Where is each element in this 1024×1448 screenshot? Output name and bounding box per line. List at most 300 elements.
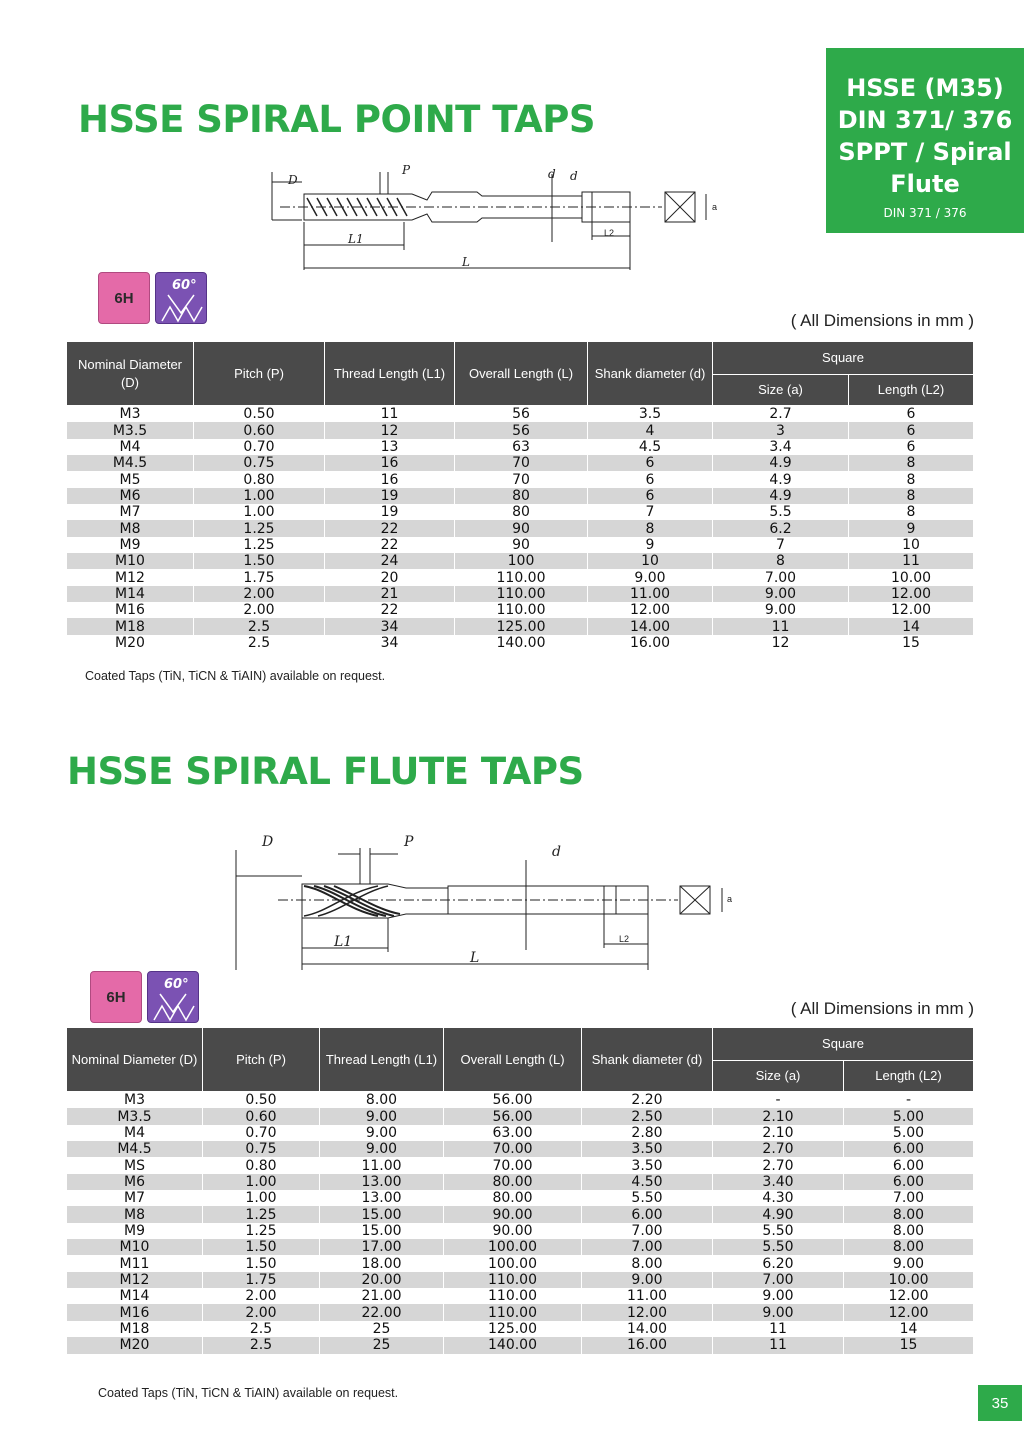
cell-thread-length: 21.00 — [320, 1288, 444, 1304]
cell-shank-diameter: 6 — [588, 455, 713, 471]
cell-shank-diameter: 16.00 — [582, 1337, 713, 1353]
cell-overall-length: 90 — [455, 537, 588, 553]
cell-square-size: 7.00 — [713, 569, 849, 585]
cell-thread-length: 8.00 — [320, 1092, 444, 1109]
cell-shank-diameter: 12.00 — [582, 1304, 713, 1320]
table-row — [67, 537, 974, 553]
cell-nominal-diameter: M14 — [67, 586, 194, 602]
table-row — [67, 553, 974, 569]
cell-shank-diameter: 4.50 — [582, 1174, 713, 1190]
cell-square-length: 9.00 — [844, 1255, 974, 1271]
cell-thread-length: 34 — [325, 618, 455, 634]
spiral-point-table-body — [67, 406, 974, 652]
cell-nominal-diameter: MS — [67, 1157, 203, 1173]
cell-square-size: 4.9 — [713, 488, 849, 504]
table-row — [67, 488, 974, 504]
cell-thread-length: 20.00 — [320, 1272, 444, 1288]
cell-overall-length: 80.00 — [444, 1190, 582, 1206]
cell-thread-length: 24 — [325, 553, 455, 569]
cell-square-size: 4.9 — [713, 455, 849, 471]
table-row — [67, 422, 974, 438]
cell-thread-length: 9.00 — [320, 1108, 444, 1124]
table-row — [67, 471, 974, 487]
cell-overall-length: 80 — [455, 488, 588, 504]
cell-shank-diameter: 2.50 — [582, 1108, 713, 1124]
cell-nominal-diameter: M12 — [67, 569, 194, 585]
spiral-point-spec-table — [66, 341, 974, 651]
cell-thread-length: 12 — [325, 422, 455, 438]
cell-pitch: 0.70 — [194, 439, 325, 455]
cell-pitch: 1.25 — [194, 537, 325, 553]
cell-overall-length: 63.00 — [444, 1125, 582, 1141]
cell-square-length: 15 — [844, 1337, 974, 1353]
diagram-label-L1: L1 — [348, 232, 364, 246]
cell-nominal-diameter: M9 — [67, 537, 194, 553]
cell-overall-length: 56 — [455, 422, 588, 438]
cell-shank-diameter: 2.80 — [582, 1125, 713, 1141]
cell-shank-diameter: 6.00 — [582, 1206, 713, 1222]
table-row — [67, 1190, 974, 1206]
cell-shank-diameter: 6 — [588, 488, 713, 504]
cell-overall-length: 80.00 — [444, 1174, 582, 1190]
cell-thread-length: 25 — [320, 1337, 444, 1353]
cell-shank-diameter: 10 — [588, 553, 713, 569]
cell-nominal-diameter: M6 — [67, 1174, 203, 1190]
cell-square-length: 8.00 — [844, 1223, 974, 1239]
cell-square-length: 5.00 — [844, 1125, 974, 1141]
cell-nominal-diameter: M20 — [67, 635, 194, 651]
cell-thread-length: 11 — [325, 406, 455, 423]
col-shank-diameter: Shank diameter (d) — [588, 342, 713, 406]
col-nominal-diameter: Nominal Diameter (D) — [67, 342, 194, 406]
table-row — [67, 635, 974, 651]
table-row — [67, 1108, 974, 1124]
thread-angle-60-icon — [155, 272, 207, 324]
table-row — [67, 1272, 974, 1288]
cell-square-size: 11 — [713, 618, 849, 634]
cell-overall-length: 63 — [455, 439, 588, 455]
cell-square-size: 9.00 — [713, 602, 849, 618]
diagram-label-d2: d — [570, 169, 578, 183]
cell-square-length: 8 — [849, 488, 974, 504]
cell-shank-diameter: 11.00 — [588, 586, 713, 602]
cell-pitch: 1.25 — [203, 1206, 320, 1222]
cell-square-length: 14 — [844, 1321, 974, 1337]
cell-thread-length: 34 — [325, 635, 455, 651]
table-row — [67, 1157, 974, 1173]
cell-overall-length: 100 — [455, 553, 588, 569]
cell-thread-length: 20 — [325, 569, 455, 585]
coating-note: Coated Taps (TiN, TiCN & TiAIN) available on request. — [85, 669, 386, 683]
cell-overall-length: 125.00 — [444, 1321, 582, 1337]
spiral-flute-table-body — [67, 1092, 974, 1354]
cell-thread-length: 13.00 — [320, 1190, 444, 1206]
cell-thread-length: 22.00 — [320, 1304, 444, 1320]
cell-shank-diameter: 8.00 — [582, 1255, 713, 1271]
col-shank-diameter: Shank diameter (d) — [582, 1028, 713, 1092]
cell-thread-length: 13 — [325, 439, 455, 455]
cell-square-size: 6.20 — [713, 1255, 844, 1271]
cell-pitch: 1.50 — [203, 1255, 320, 1271]
cell-square-size: 2.70 — [713, 1157, 844, 1173]
cell-shank-diameter: 4.5 — [588, 439, 713, 455]
diagram-label-d1: d — [548, 167, 556, 181]
cell-overall-length: 125.00 — [455, 618, 588, 634]
cell-pitch: 2.00 — [194, 586, 325, 602]
cell-pitch: 2.5 — [203, 1337, 320, 1353]
cell-pitch: 1.00 — [203, 1174, 320, 1190]
spiral-point-taps-title: HSSE SPIRAL POINT TAPS — [78, 98, 596, 141]
diagram-label-D: D — [288, 173, 298, 187]
cell-pitch: 2.00 — [194, 602, 325, 618]
cell-square-length: 5.00 — [844, 1108, 974, 1124]
cell-thread-length: 19 — [325, 504, 455, 520]
cell-nominal-diameter: M7 — [67, 504, 194, 520]
cell-shank-diameter: 4 — [588, 422, 713, 438]
cell-nominal-diameter: M11 — [67, 1255, 203, 1271]
cell-nominal-diameter: M6 — [67, 488, 194, 504]
cell-shank-diameter: 12.00 — [588, 602, 713, 618]
cell-square-length: 8 — [849, 455, 974, 471]
cell-shank-diameter: 8 — [588, 520, 713, 536]
cell-nominal-diameter: M3 — [67, 1092, 203, 1109]
cell-pitch: 1.00 — [194, 504, 325, 520]
cell-square-length: 10.00 — [844, 1272, 974, 1288]
cell-thread-length: 9.00 — [320, 1125, 444, 1141]
cell-pitch: 1.25 — [203, 1223, 320, 1239]
cell-square-length: 8 — [849, 471, 974, 487]
cell-nominal-diameter: M4 — [67, 1125, 203, 1141]
cell-overall-length: 90 — [455, 520, 588, 536]
cell-square-length: 10 — [849, 537, 974, 553]
cell-overall-length: 70.00 — [444, 1141, 582, 1157]
cell-nominal-diameter: M4.5 — [67, 1141, 203, 1157]
cell-pitch: 2.00 — [203, 1304, 320, 1320]
col-square: Square — [713, 342, 974, 375]
cell-overall-length: 70 — [455, 455, 588, 471]
cell-nominal-diameter: M20 — [67, 1337, 203, 1353]
cell-pitch: 1.00 — [194, 488, 325, 504]
cell-nominal-diameter: M16 — [67, 602, 194, 618]
cell-pitch: 0.70 — [203, 1125, 320, 1141]
dimensions-note: ( All Dimensions in mm ) — [790, 311, 974, 330]
cell-thread-length: 9.00 — [320, 1141, 444, 1157]
spiral-flute-taps-title: HSSE SPIRAL FLUTE TAPS — [67, 750, 584, 793]
cell-thread-length: 13.00 — [320, 1174, 444, 1190]
angle-badge-label: 60° — [164, 977, 189, 992]
cell-overall-length: 56.00 — [444, 1108, 582, 1124]
cell-nominal-diameter: M10 — [67, 1239, 203, 1255]
cell-square-length: 12.00 — [844, 1304, 974, 1320]
category-line-1: HSSE (M35) — [846, 74, 1004, 102]
table-row — [67, 1092, 974, 1109]
cell-overall-length: 70 — [455, 471, 588, 487]
cell-thread-length: 19 — [325, 488, 455, 504]
cell-overall-length: 70.00 — [444, 1157, 582, 1173]
diagram-label-L2: L2 — [604, 228, 615, 238]
cell-shank-diameter: 14.00 — [588, 618, 713, 634]
table-row — [67, 1206, 974, 1222]
cell-thread-length: 22 — [325, 602, 455, 618]
cell-square-size: 9.00 — [713, 586, 849, 602]
cell-thread-length: 18.00 — [320, 1255, 444, 1271]
cell-shank-diameter: 14.00 — [582, 1321, 713, 1337]
diagram2-label-a: a — [727, 894, 733, 904]
table-row — [67, 602, 974, 618]
cell-nominal-diameter: M3 — [67, 406, 194, 423]
cell-square-size: 4.90 — [713, 1206, 844, 1222]
cell-pitch: 2.5 — [194, 618, 325, 634]
cell-overall-length: 110.00 — [444, 1288, 582, 1304]
col-square-size: Size (a) — [713, 1061, 844, 1092]
cell-square-length: 12.00 — [849, 602, 974, 618]
cell-square-length: 8.00 — [844, 1239, 974, 1255]
cell-square-length: 14 — [849, 618, 974, 634]
cell-square-size: 5.50 — [713, 1223, 844, 1239]
cell-square-length: 8 — [849, 504, 974, 520]
cell-pitch: 0.50 — [194, 406, 325, 423]
cell-nominal-diameter: M3.5 — [67, 422, 194, 438]
cell-shank-diameter: 7.00 — [582, 1239, 713, 1255]
cell-nominal-diameter: M10 — [67, 553, 194, 569]
cell-square-size: 3 — [713, 422, 849, 438]
diagram2-label-P: P — [404, 834, 414, 850]
cell-pitch: 2.5 — [194, 635, 325, 651]
cell-overall-length: 110.00 — [455, 602, 588, 618]
spiral-flute-tap-diagram — [228, 830, 748, 970]
cell-square-size: 3.40 — [713, 1174, 844, 1190]
cell-nominal-diameter: M8 — [67, 1206, 203, 1222]
table-row — [67, 1125, 974, 1141]
cell-square-size: 2.70 — [713, 1141, 844, 1157]
cell-nominal-diameter: M16 — [67, 1304, 203, 1320]
cell-overall-length: 90.00 — [444, 1223, 582, 1239]
cell-thread-length: 16 — [325, 471, 455, 487]
cell-square-size: 6.2 — [713, 520, 849, 536]
cell-shank-diameter: 11.00 — [582, 1288, 713, 1304]
cell-square-size: 4.30 — [713, 1190, 844, 1206]
cell-square-size: 2.7 — [713, 406, 849, 423]
cell-thread-length: 22 — [325, 537, 455, 553]
col-square-length: Length (L2) — [849, 375, 974, 406]
category-line-2: DIN 371/ 376 — [837, 106, 1013, 134]
cell-square-length: 6.00 — [844, 1157, 974, 1173]
cell-pitch: 1.75 — [194, 569, 325, 585]
cell-nominal-diameter: M9 — [67, 1223, 203, 1239]
diagram2-label-D: D — [262, 834, 274, 850]
col-square-size: Size (a) — [713, 375, 849, 406]
cell-square-length: 6.00 — [844, 1174, 974, 1190]
cell-overall-length: 110.00 — [444, 1304, 582, 1320]
diagram2-label-L: L — [470, 950, 480, 966]
cell-square-length: 12.00 — [849, 586, 974, 602]
cell-pitch: 1.50 — [194, 553, 325, 569]
cell-square-length: 6 — [849, 439, 974, 455]
cell-square-length: 9 — [849, 520, 974, 536]
cell-overall-length: 56 — [455, 406, 588, 423]
table-row — [67, 455, 974, 471]
col-thread-length: Thread Length (L1) — [320, 1028, 444, 1092]
table-row — [67, 406, 974, 423]
cell-square-size: 11 — [713, 1337, 844, 1353]
cell-square-length: 6 — [849, 406, 974, 423]
tolerance-6h-badge: 6H — [98, 272, 150, 324]
cell-square-size: 12 — [713, 635, 849, 651]
cell-square-length: 6.00 — [844, 1141, 974, 1157]
table-row — [67, 1321, 974, 1337]
cell-thread-length: 25 — [320, 1321, 444, 1337]
cell-pitch: 1.50 — [203, 1239, 320, 1255]
cell-shank-diameter: 9.00 — [582, 1272, 713, 1288]
cell-square-size: 5.5 — [713, 504, 849, 520]
table-row — [67, 1337, 974, 1353]
cell-nominal-diameter: M7 — [67, 1190, 203, 1206]
table-row — [67, 1255, 974, 1271]
cell-pitch: 0.75 — [194, 455, 325, 471]
tolerance-6h-badge: 6H — [90, 971, 142, 1023]
cell-nominal-diameter: M4.5 — [67, 455, 194, 471]
cell-nominal-diameter: M3.5 — [67, 1108, 203, 1124]
cell-square-length: 11 — [849, 553, 974, 569]
cell-overall-length: 110.00 — [455, 569, 588, 585]
cell-shank-diameter: 16.00 — [588, 635, 713, 651]
cell-square-size: 7 — [713, 537, 849, 553]
cell-square-length: 12.00 — [844, 1288, 974, 1304]
coating-note: Coated Taps (TiN, TiCN & TiAIN) available on request. — [98, 1386, 399, 1400]
category-standard: DIN 371 / 376 — [883, 206, 967, 220]
table-row — [67, 1239, 974, 1255]
page-number: 35 — [978, 1385, 1022, 1421]
col-overall-length: Overall Length (L) — [455, 342, 588, 406]
diagram2-label-L1: L1 — [334, 934, 353, 950]
cell-shank-diameter: 3.5 — [588, 406, 713, 423]
cell-nominal-diameter: M5 — [67, 471, 194, 487]
cell-overall-length: 56.00 — [444, 1092, 582, 1109]
cell-nominal-diameter: M12 — [67, 1272, 203, 1288]
category-line-3: SPPT / Spiral — [838, 138, 1012, 166]
cell-overall-length: 100.00 — [444, 1239, 582, 1255]
table-row — [67, 618, 974, 634]
cell-square-length: 6 — [849, 422, 974, 438]
cell-thread-length: 16 — [325, 455, 455, 471]
col-pitch: Pitch (P) — [203, 1028, 320, 1092]
category-line-4: Flute — [890, 170, 960, 198]
diagram-label-L: L — [462, 255, 470, 269]
spiral-point-tap-diagram — [262, 160, 732, 280]
dimensions-note: ( All Dimensions in mm ) — [790, 999, 974, 1018]
cell-pitch: 1.00 — [203, 1190, 320, 1206]
cell-pitch: 1.25 — [194, 520, 325, 536]
table-row — [67, 1288, 974, 1304]
cell-shank-diameter: 3.50 — [582, 1157, 713, 1173]
spiral-flute-spec-table — [66, 1027, 974, 1354]
cell-pitch: 0.60 — [203, 1108, 320, 1124]
angle-badge-label: 60° — [172, 278, 197, 293]
table-row — [67, 1141, 974, 1157]
cell-thread-length: 15.00 — [320, 1223, 444, 1239]
table-row — [67, 439, 974, 455]
cell-overall-length: 80 — [455, 504, 588, 520]
cell-square-length: 10.00 — [849, 569, 974, 585]
cell-pitch: 1.75 — [203, 1272, 320, 1288]
cell-shank-diameter: 9 — [588, 537, 713, 553]
cell-square-length: 7.00 — [844, 1190, 974, 1206]
table-row — [67, 1223, 974, 1239]
table-row — [67, 1304, 974, 1320]
table-row — [67, 569, 974, 585]
cell-square-size: 9.00 — [713, 1288, 844, 1304]
cell-square-size: 7.00 — [713, 1272, 844, 1288]
diagram2-label-d: d — [552, 844, 561, 860]
cell-square-size: 3.4 — [713, 439, 849, 455]
cell-square-size: 11 — [713, 1321, 844, 1337]
cell-pitch: 0.60 — [194, 422, 325, 438]
cell-nominal-diameter: M18 — [67, 1321, 203, 1337]
product-category-box — [826, 48, 1024, 233]
col-square: Square — [713, 1028, 974, 1061]
diagram-label-P: P — [402, 163, 411, 177]
table-row — [67, 504, 974, 520]
cell-overall-length: 100.00 — [444, 1255, 582, 1271]
cell-shank-diameter: 6 — [588, 471, 713, 487]
cell-pitch: 2.5 — [203, 1321, 320, 1337]
cell-pitch: 0.80 — [203, 1157, 320, 1173]
cell-square-size: 9.00 — [713, 1304, 844, 1320]
cell-pitch: 2.00 — [203, 1288, 320, 1304]
cell-square-length: - — [844, 1092, 974, 1109]
cell-overall-length: 140.00 — [444, 1337, 582, 1353]
table-row — [67, 520, 974, 536]
cell-square-size: 8 — [713, 553, 849, 569]
cell-thread-length: 17.00 — [320, 1239, 444, 1255]
cell-shank-diameter: 7 — [588, 504, 713, 520]
thread-angle-60-icon — [147, 971, 199, 1023]
col-pitch: Pitch (P) — [194, 342, 325, 406]
col-overall-length: Overall Length (L) — [444, 1028, 582, 1092]
cell-square-size: 2.10 — [713, 1108, 844, 1124]
cell-overall-length: 110.00 — [444, 1272, 582, 1288]
col-square-length: Length (L2) — [844, 1061, 974, 1092]
table-row — [67, 586, 974, 602]
cell-thread-length: 15.00 — [320, 1206, 444, 1222]
cell-overall-length: 110.00 — [455, 586, 588, 602]
cell-nominal-diameter: M14 — [67, 1288, 203, 1304]
cell-pitch: 0.80 — [194, 471, 325, 487]
cell-square-size: 4.9 — [713, 471, 849, 487]
cell-nominal-diameter: M4 — [67, 439, 194, 455]
cell-shank-diameter: 5.50 — [582, 1190, 713, 1206]
cell-shank-diameter: 2.20 — [582, 1092, 713, 1109]
diagram2-label-L2: L2 — [619, 934, 630, 944]
cell-square-size: - — [713, 1092, 844, 1109]
diagram-label-a: a — [712, 202, 718, 212]
cell-shank-diameter: 7.00 — [582, 1223, 713, 1239]
cell-pitch: 0.75 — [203, 1141, 320, 1157]
cell-shank-diameter: 3.50 — [582, 1141, 713, 1157]
cell-square-length: 8.00 — [844, 1206, 974, 1222]
cell-square-size: 2.10 — [713, 1125, 844, 1141]
cell-thread-length: 22 — [325, 520, 455, 536]
cell-overall-length: 90.00 — [444, 1206, 582, 1222]
col-nominal-diameter: Nominal Diameter (D) — [67, 1028, 203, 1092]
cell-nominal-diameter: M8 — [67, 520, 194, 536]
table-row — [67, 1174, 974, 1190]
cell-shank-diameter: 9.00 — [588, 569, 713, 585]
cell-pitch: 0.50 — [203, 1092, 320, 1109]
cell-square-length: 15 — [849, 635, 974, 651]
cell-square-size: 5.50 — [713, 1239, 844, 1255]
cell-nominal-diameter: M18 — [67, 618, 194, 634]
